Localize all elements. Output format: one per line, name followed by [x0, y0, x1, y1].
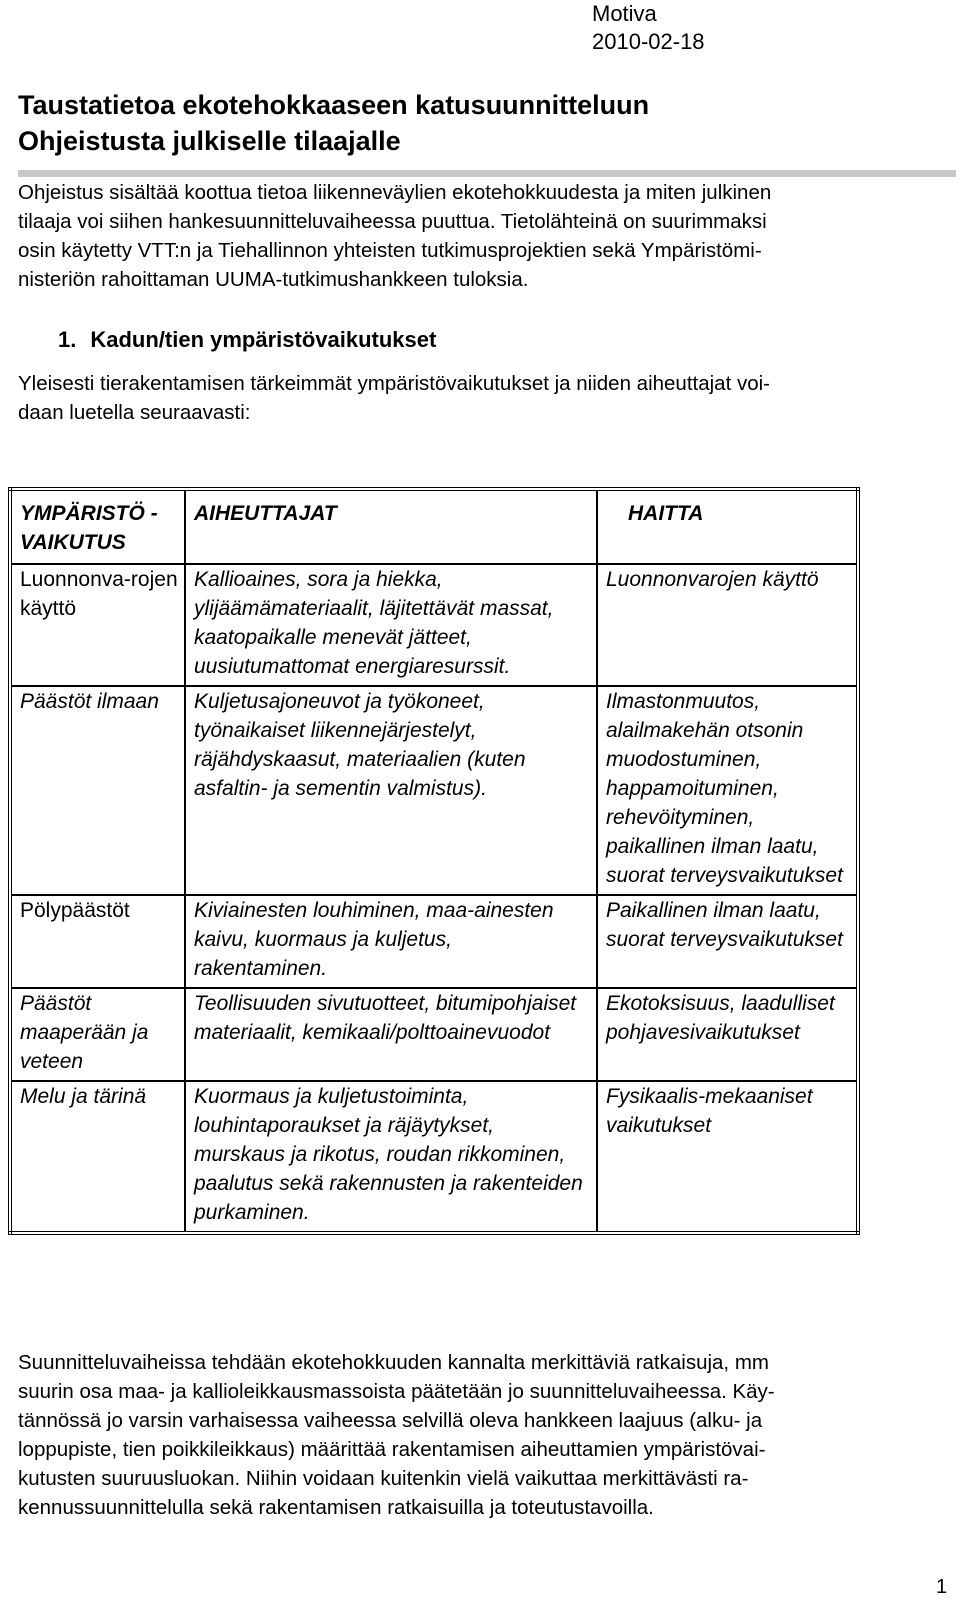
header-effect: YMPÄRISTÖ -VAIKUTUS — [10, 489, 185, 564]
document-title-line1: Taustatietoa ekotehokkaaseen katusuunnitteluun — [18, 90, 650, 120]
closing-line: kutusten suuruusluokan. Niihin voidaan kuitenkin vielä vaikuttaa merkittävästi ra- — [18, 1467, 749, 1490]
table-row — [10, 564, 858, 686]
effect-text: Pölypäästöt — [20, 899, 130, 922]
section-heading — [58, 327, 436, 353]
closing-line: tännössä jo varsin varhaisessa vaiheessa selvillä oleva hankkeen laajuus (alku- ja — [18, 1409, 763, 1432]
section-number: 1. — [58, 327, 77, 352]
closing-line: loppupiste, tien poikkileikkaus) määrittää rakentamisen aiheuttamien ympäristövai- — [18, 1438, 766, 1461]
section-line: Yleisesti tierakentamisen tärkeimmät ympäristövaikutukset ja niiden aiheuttajat voi- — [18, 372, 771, 395]
causes-cell: Teollisuuden sivutuotteet, bitumipohjaiset materiaalit, kemikaali/polttoainevuodot — [185, 988, 597, 1081]
document-header — [592, 0, 705, 56]
table-row — [10, 988, 858, 1081]
header-date: 2010-02-18 — [592, 29, 705, 54]
section-line: daan luetella seuraavasti: — [18, 401, 251, 424]
closing-paragraph — [18, 1348, 775, 1522]
closing-line: Suunnitteluvaiheissa tehdään ekotehokkuuden kannalta merkittäviä ratkaisuja, mm — [18, 1351, 769, 1374]
closing-line: kennussuunnittelulla sekä rakentamisen ratkaisuilla ja toteutustavoilla. — [18, 1496, 654, 1519]
effect-cell: Melu ja tärinä — [10, 1081, 185, 1233]
effect-cell — [10, 895, 185, 988]
causes-cell: Kiviainesten louhiminen, maa-ainesten kaivu, kuormaus ja kuljetus, rakentaminen. — [185, 895, 597, 988]
section-title: Kadun/tien ympäristövaikutukset — [90, 327, 437, 352]
document-title-line2: Ohjeistusta julkiselle tilaajalle — [18, 126, 401, 156]
closing-line: suurin osa maa- ja kallioleikkausmassoista päätetään jo suunnitteluvaiheessa. Käy- — [18, 1380, 775, 1403]
effect-text: Luonnonva-rojen käyttö — [20, 568, 178, 620]
table-header-row — [10, 489, 858, 564]
title-divider — [18, 170, 956, 177]
harm-cell: Ilmastonmuutos, alailmakehän otsonin muodostuminen, happamoituminen, rehevöityminen, paikallinen ilman laatu, suorat terveysvaikutukset — [597, 686, 858, 895]
causes-cell: Kuljetusajoneuvot ja työkoneet, työnaikaiset liikennejärjestelyt, räjähdyskaasut, materiaalien (kuten asfaltin- ja sementin valmistus). — [185, 686, 597, 895]
table-row — [10, 895, 858, 988]
intro-paragraph — [18, 178, 771, 294]
header-causes: AIHEUTTAJAT — [185, 489, 597, 564]
table-row — [10, 686, 858, 895]
harm-cell: Paikallinen ilman laatu, suorat terveysvaikutukset — [597, 895, 858, 988]
harm-cell: Fysikaalis-mekaaniset vaikutukset — [597, 1081, 858, 1233]
effect-cell — [10, 564, 185, 686]
intro-line: nisteriön rahoittaman UUMA-tutkimushankkeen tuloksia. — [18, 268, 529, 291]
causes-cell: Kallioaines, sora ja hiekka, ylijäämämateriaalit, läjitettävät massat, kaatopaikalle menevät jätteet, uusiutumattomat energiaresurssit. — [185, 564, 597, 686]
section-paragraph — [18, 369, 770, 427]
effect-cell: Päästöt ilmaan — [10, 686, 185, 895]
effect-cell: Päästöt maaperään ja veteen — [10, 988, 185, 1081]
page-number: 1 — [936, 1576, 948, 1598]
header-harm: HAITTA — [597, 489, 858, 564]
intro-line: osin käytetty VTT:n ja Tiehallinnon yhteisten tutkimusprojektien sekä Ympäristömi- — [18, 239, 762, 262]
table-row — [10, 1081, 858, 1233]
harm-cell: Ekotoksisuus, laadulliset pohjavesivaikutukset — [597, 988, 858, 1081]
environmental-impacts-table — [8, 487, 860, 1235]
header-org: Motiva — [592, 1, 657, 26]
intro-line: Ohjeistus sisältää koottua tietoa liikenneväylien ekotehokkuudesta ja miten julkinen — [18, 181, 772, 204]
intro-line: tilaaja voi siihen hankesuunnitteluvaiheessa puuttua. Tietolähteinä on suurimmaksi — [18, 210, 767, 233]
causes-cell: Kuormaus ja kuljetustoiminta, louhintaporaukset ja räjäytykset, murskaus ja rikotus, roudan rikkominen, paalutus sekä rakennusten ja rakenteiden purkaminen. — [185, 1081, 597, 1233]
harm-cell: Luonnonvarojen käyttö — [597, 564, 858, 686]
